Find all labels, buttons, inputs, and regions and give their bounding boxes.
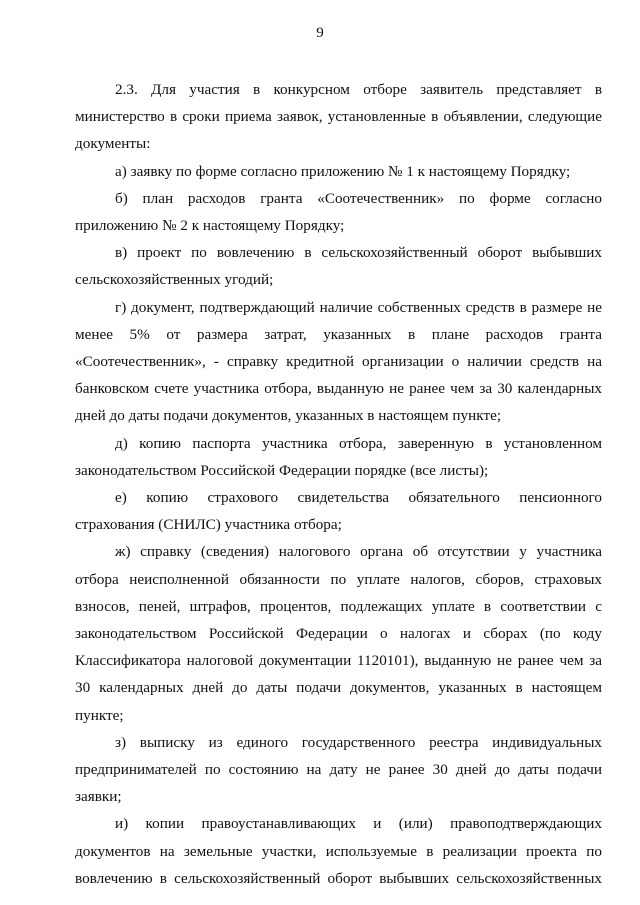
paragraph-item-e: е) копию страхового свидетельства обязательного пенсионного страхования (СНИЛС) участника отбора;	[75, 489, 602, 534]
paragraph-item-z: з) выписку из единого государственного реестра индивидуальных предпринимателей по состоянию на дату не ранее 30 дней до даты подачи заявки;	[75, 733, 602, 806]
paragraph-item-a: а) заявку по форме согласно приложению № 1 к настоящему Порядку;	[115, 162, 571, 180]
paragraph-item-v: в) проект по вовлечению в сельскохозяйственный оборот выбывших сельскохозяйственных угодий;	[75, 244, 602, 289]
paragraph-item-g: г) документ, подтверждающий наличие собственных средств в размере не менее 5% от размера затрат, указанных в плане расходов гранта «Соотечественник», - справку кредитной организации о наличии средств на банковском счете участника отбора, выданную не ранее чем за 30 календарных дней до даты подачи документов, указанных в настоящем пункте;	[75, 298, 602, 425]
document-body	[75, 76, 602, 892]
paragraph-item-zh: ж) справку (сведения) налогового органа об отсутствии у участника отбора неисполненной обязанности по уплате налогов, сборов, страховых взносов, пеней, штрафов, процентов, подлежащих уплате в соответствии с законодательством Российской Федерации о налогах и сборах (по коду Классификатора налоговой документации 1120101), выданную не ранее чем за 30 календарных дней до даты подачи документов, указанных в настоящем пункте;	[75, 543, 602, 724]
paragraph-item-b: б) план расходов гранта «Соотечественник» по форме согласно приложению № 2 к настоящему Порядку;	[75, 189, 602, 235]
page-number: 9	[316, 25, 324, 41]
paragraph-item-i: и) копии правоустанавливающих и (или) правоподтверждающих документов на земельные участки, используемые в реализации проекта по вовлечению в сельскохозяйственный оборот выбывших сельскохозяйственных	[75, 815, 602, 887]
paragraph-item-d: д) копию паспорта участника отбора, заверенную в установленном законодательством Российской Федерации порядке (все листы);	[75, 434, 602, 479]
paragraph-2-3-intro: 2.3. Для участия в конкурсном отборе заявитель представляет в министерство в сроки приема заявок, установленные в объявлении, следующие документы:	[75, 81, 602, 153]
